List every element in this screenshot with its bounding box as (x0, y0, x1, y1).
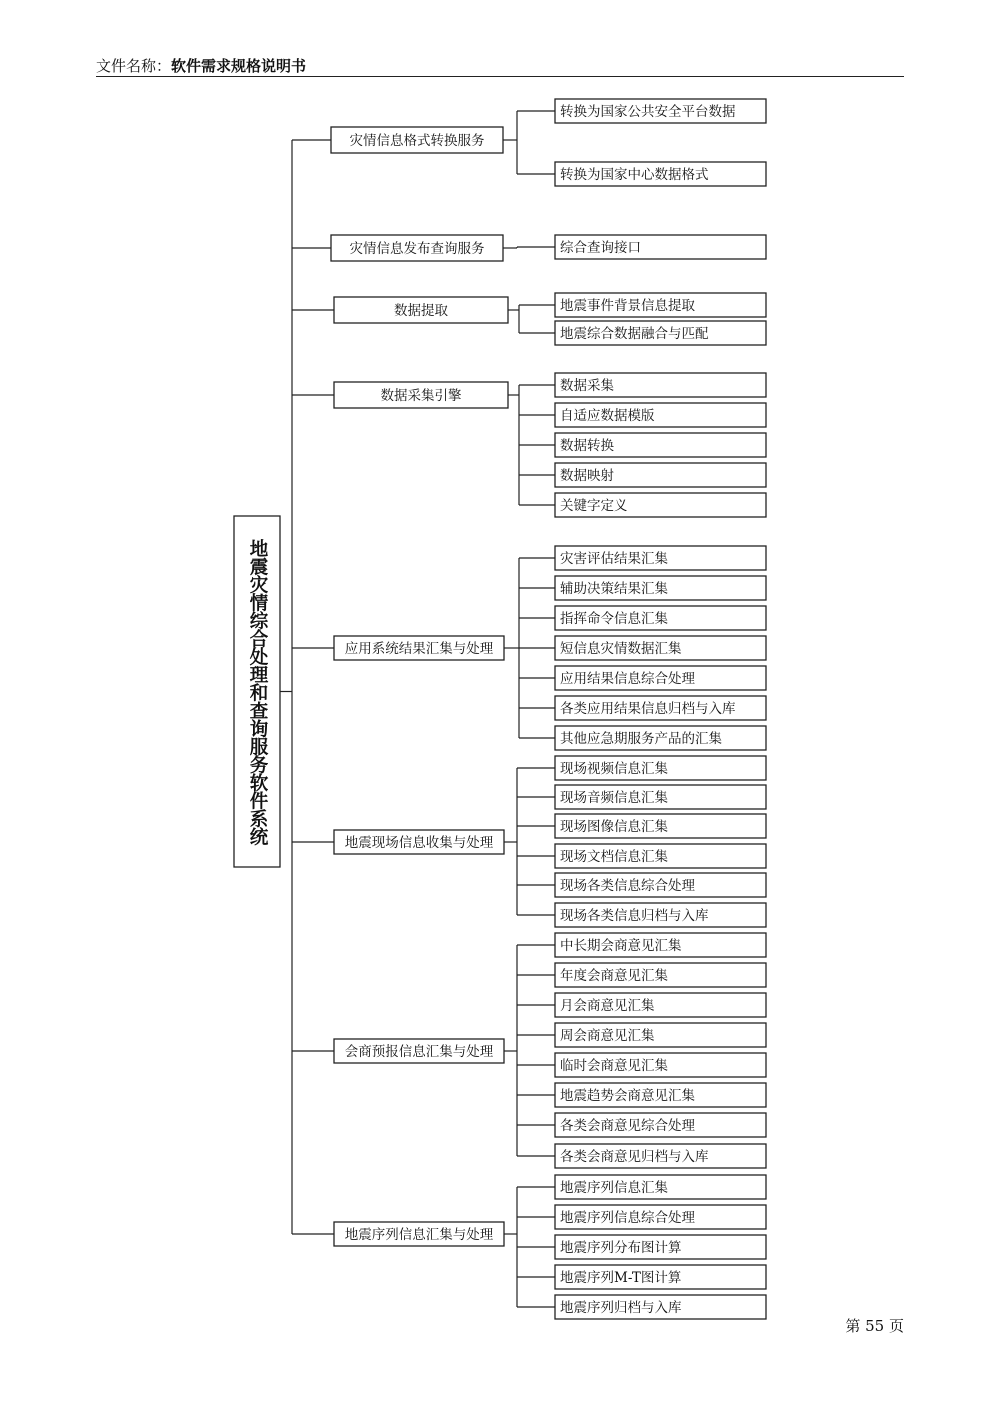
leaf-node-label: 各类会商意见综合处理 (560, 1118, 695, 1134)
leaf-node-label: 周会商意见汇集 (560, 1028, 655, 1044)
leaf-node-label: 现场音频信息汇集 (560, 790, 668, 806)
leaf-node-label: 应用结果信息综合处理 (560, 671, 695, 687)
leaf-node-label: 数据采集 (560, 378, 614, 394)
group-node-label: 应用系统结果汇集与处理 (344, 641, 494, 657)
leaf-node-label: 临时会商意见汇集 (560, 1058, 668, 1074)
leaf-node-label: 其他应急期服务产品的汇集 (560, 731, 722, 747)
leaf-node-label: 自适应数据模版 (560, 408, 655, 424)
leaf-node-label: 指挥命令信息汇集 (560, 611, 668, 627)
leaf-node-label: 各类会商意见归档与入库 (560, 1149, 709, 1165)
leaf-node-label: 转换为国家公共安全平台数据 (560, 104, 736, 120)
leaf-node-label: 地震序列信息汇集 (560, 1180, 668, 1196)
file-name-value: 软件需求规格说明书 (171, 57, 307, 75)
leaf-node-label: 年度会商意见汇集 (560, 968, 668, 984)
leaf-node-label: 地震序列归档与入库 (560, 1300, 682, 1316)
leaf-node-label: 短信息灾情数据汇集 (560, 641, 682, 657)
group-node-label: 会商预报信息汇集与处理 (344, 1044, 494, 1060)
leaf-node-label: 综合查询接口 (560, 240, 641, 256)
leaf-node-label: 各类应用结果信息归档与入库 (560, 701, 736, 717)
leaf-node-label: 数据映射 (560, 468, 614, 484)
group-node-label: 灾情信息格式转换服务 (349, 133, 485, 149)
group-node-label: 地震现场信息收集与处理 (344, 835, 494, 851)
group-node-label: 灾情信息发布查询服务 (349, 241, 485, 257)
root-node-label: 地震灾情综合处理和查询服务软件系统 (247, 538, 268, 845)
leaf-node-label: 地震事件背景信息提取 (560, 298, 695, 314)
leaf-node-label: 关键字定义 (560, 498, 628, 514)
page-number: 第 55 页 (845, 1317, 904, 1335)
leaf-node-label: 现场视频信息汇集 (560, 761, 668, 777)
leaf-node-label: 月会商意见汇集 (560, 998, 655, 1014)
leaf-node-label: 数据转换 (560, 438, 614, 454)
leaf-node-label: 地震综合数据融合与匹配 (560, 326, 709, 342)
leaf-node-label: 地震序列M-T图计算 (560, 1270, 682, 1286)
group-node-label: 地震序列信息汇集与处理 (344, 1227, 494, 1243)
group-node-label: 数据提取 (394, 303, 448, 319)
group-node-label: 数据采集引擎 (380, 388, 462, 404)
leaf-node-label: 现场各类信息归档与入库 (560, 908, 709, 924)
leaf-node-label: 现场各类信息综合处理 (560, 878, 695, 894)
leaf-node-label: 灾害评估结果汇集 (560, 551, 668, 567)
leaf-node-label: 地震趋势会商意见汇集 (560, 1088, 695, 1104)
file-name-label: 文件名称： (96, 57, 172, 75)
leaf-node-label: 地震序列信息综合处理 (560, 1210, 695, 1226)
leaf-node-label: 现场文档信息汇集 (560, 849, 668, 865)
leaf-node-label: 中长期会商意见汇集 (560, 938, 682, 954)
leaf-node-label: 现场图像信息汇集 (560, 819, 668, 835)
leaf-node-label: 辅助决策结果汇集 (560, 581, 668, 597)
leaf-node-label: 转换为国家中心数据格式 (560, 167, 709, 183)
leaf-node-label: 地震序列分布图计算 (560, 1240, 682, 1256)
